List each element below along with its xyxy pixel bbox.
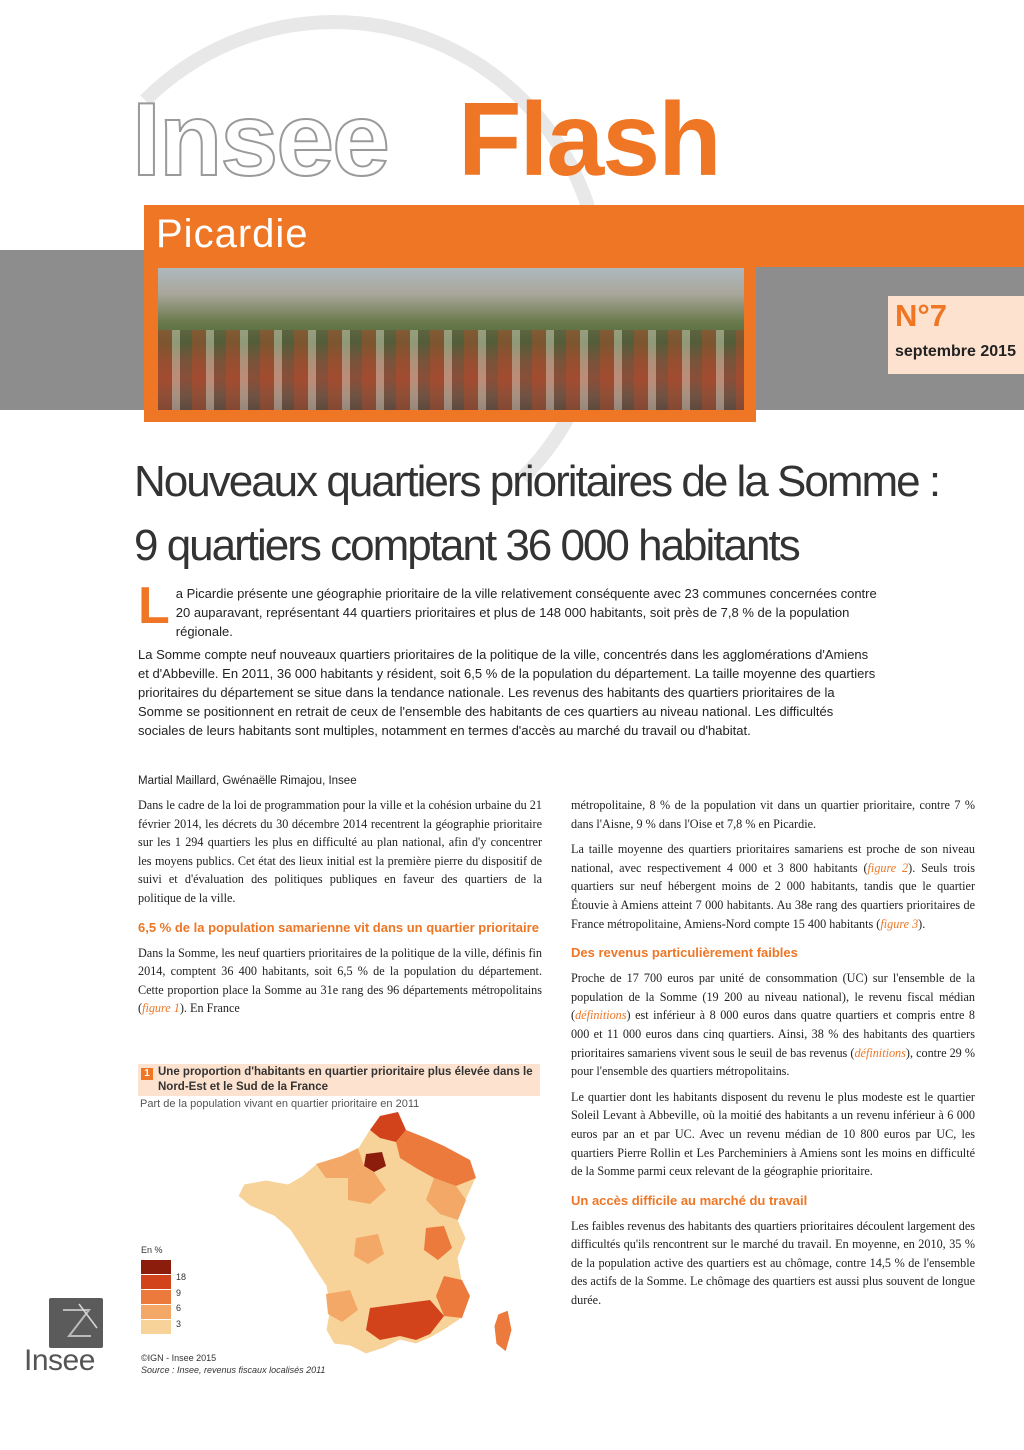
right-p3-text: Proche de 17 700 euros par unité de consommation (UC) sur l'ensemble de la population de la Somme (19 200 au niveau national), le revenu fiscal médian ( xyxy=(571,971,975,1023)
lead-p1: a Picardie présente une géographie prioritaire de la ville relativement conséquente avec 23 communes concernées contre 20 auparavant, représentant 44 quartiers prioritaires et plus de 148 000 habitants, soit près de 7,8 % de la population régionale. xyxy=(175,586,877,639)
source-text: Source : Insee, revenus fiscaux localisés 2011 xyxy=(141,1365,326,1375)
figure3-link[interactable]: figure 3 xyxy=(880,916,919,931)
legend-label: 18 xyxy=(176,1272,187,1282)
figure-credit xyxy=(141,1352,325,1376)
left-column xyxy=(138,796,542,1025)
insee-logo-mark xyxy=(49,1298,103,1348)
right-column xyxy=(571,796,975,1317)
right-p2 xyxy=(571,840,975,933)
drop-cap: L xyxy=(138,577,170,635)
population-text: Dans la Somme, les neuf quartiers prioritaires de la politique de la ville, définis fin 2014, comptent 36 400 habitants, soit 6,5 % de la population du département. Cette proportion place la Somme au 31e rang des 96 départements métropolitains ( xyxy=(138,945,542,1016)
population-text-end: ). En France xyxy=(179,1001,240,1016)
definitions-link[interactable]: définitions xyxy=(575,1008,627,1023)
section-heading-revenus: Des revenus particulièrement faibles xyxy=(571,945,798,961)
copyright-text: ©IGN - Insee 2015 xyxy=(141,1353,217,1363)
issue-number: N°7 xyxy=(895,298,948,333)
legend-swatch-5 xyxy=(141,1320,171,1335)
map-legend xyxy=(141,1260,173,1335)
legend-swatch-2 xyxy=(141,1275,171,1290)
right-p2-text: La taille moyenne des quartiers prioritaires samariens est proche de son niveau national, avec respectivement 4 000 et 3 800 habitants ( xyxy=(571,842,975,875)
region-label: Picardie xyxy=(156,212,309,256)
legend-labels xyxy=(176,1270,186,1332)
definitions-link[interactable]: définitions xyxy=(854,1045,906,1060)
population-paragraph xyxy=(138,944,542,1018)
figure-number: 1 xyxy=(141,1068,153,1080)
headline-line2: 9 quartiers comptant 36 000 habitants xyxy=(134,520,799,570)
figure1-link[interactable]: figure 1 xyxy=(142,1001,180,1016)
france-choropleth-map xyxy=(230,1108,530,1378)
lead-paragraph xyxy=(138,577,878,744)
corsica xyxy=(494,1310,512,1352)
right-p3-text: ) est inférieur à 8 000 euros dans quatre quartiers et compris entre 8 000 et 11 000 euros dans cinq quartiers. Ainsi, 38 % des habitants des quartiers prioritaires samariens vivent sous le seuil de bas revenus ( xyxy=(571,1008,975,1060)
brand-flash: Flash xyxy=(458,82,720,198)
legend-swatch-4 xyxy=(141,1305,171,1320)
section-heading-travail: Un accès difficile au marché du travail xyxy=(571,1192,808,1208)
legend-title: En % xyxy=(141,1245,163,1255)
right-p3 xyxy=(571,969,975,1081)
intro-paragraph: Dans le cadre de la loi de programmation pour la ville et la cohésion urbaine du 21 février 2014, les décrets du 30 décembre 2014 recentrent la géographie prioritaire sur les 1 294 quartiers les plus en difficulté au plan national, afin d'y concentrer les moyens publics. Cet état des lieux initial est la première pierre du dispositif de suivi et d'évaluation des politiques publiques en faveur des quartiers de la politique de la ville. xyxy=(138,798,542,905)
figure-subtitle: Part de la population vivant en quartier prioritaire en 2011 xyxy=(140,1098,420,1110)
lead-p2: La Somme compte neuf nouveaux quartiers prioritaires de la politique de la ville, concentrés dans les agglomérations d'Amiens et d'Abbeville. En 2011, 36 000 habitants y résident, soit 6,5 % de la population du département. La taille moyenne des quartiers prioritaires du département se situe dans la tendance nationale. Les revenus des habitants des quartiers prioritaires de la Somme se positionnent en retrait de ceux de l'ensemble des habitants de ces quartiers au niveau national. Les difficultés sociales de leurs habitants sont multiples, notamment en termes d'accès au marché du travail ou d'habitat. xyxy=(138,647,876,738)
legend-swatch-1 xyxy=(141,1260,171,1275)
legend-label: 6 xyxy=(176,1303,182,1313)
right-p2-text: ). Seuls trois quartiers sur neuf hébergent moins de 2 000 habitants, tandis que le quartier Étouvie à Amiens atteint 7 000 habitants. Au 38e rang des quartiers prioritaires de France métropolitaine, Amiens-Nord compte 15 400 habitants ( xyxy=(571,860,975,931)
authors-line: Martial Maillard, Gwénaëlle Rimajou, Insee xyxy=(138,775,357,787)
legend-label: 9 xyxy=(176,1287,182,1298)
figure-title: Une proportion d'habitants en quartier prioritaire plus élevée dans le Nord-Est et le Sud de la France xyxy=(158,1066,533,1093)
figure2-link[interactable]: figure 2 xyxy=(867,860,909,875)
right-p2-text: ). xyxy=(918,916,926,931)
source-text xyxy=(141,1364,325,1376)
section-heading-population: 6,5 % de la population samarienne vit dans un quartier prioritaire xyxy=(138,919,539,935)
brand-insee: Insee xyxy=(132,82,388,198)
city-roofs-texture xyxy=(158,330,744,410)
legend-label: 3 xyxy=(176,1318,182,1329)
legend-swatch-3 xyxy=(141,1290,171,1305)
right-p5: Les faibles revenus des habitants des quartiers prioritaires découlent largement des difficultés qu'ils rencontrent sur le marché du travail. En moyenne, en 2010, 35 % de la population active des quartiers est au chômage, contre 14,5 % de l'ensemble des actifs de la Somme. Le chômage des quartiers est aussi plus souvent de longue durée. xyxy=(571,1218,975,1308)
insee-logo-icon xyxy=(49,1298,103,1348)
page-title xyxy=(134,450,984,578)
right-p1: métropolitaine, 8 % de la population vit dans un quartier prioritaire, contre 7 % dans l'Aisne, 9 % dans l'Oise et 7,8 % en Picardie. xyxy=(571,798,975,831)
right-p3-text: ), contre 29 % pour l'ensemble des quartiers métropolitains. xyxy=(571,1045,975,1079)
right-p4: Le quartier dont les habitants disposent du revenu le plus modeste est le quartier Soleil Levant à Abbeville, où la moitié des habitants a un revenu inférieur à 6 000 euros par an et par UC. Avec un revenu médian de 10 800 euros par UC, les quartiers Pierre Rollin et Les Parcheminiers à Amiens sont les moins en difficulté de la Somme parmi ceux relevant de la géographie prioritaire. xyxy=(571,1089,975,1179)
headline-line1: Nouveaux quartiers prioritaires de la Somme : xyxy=(134,457,940,506)
insee-logo-text: Insee xyxy=(24,1344,95,1377)
issue-date: septembre 2015 xyxy=(895,343,1016,360)
